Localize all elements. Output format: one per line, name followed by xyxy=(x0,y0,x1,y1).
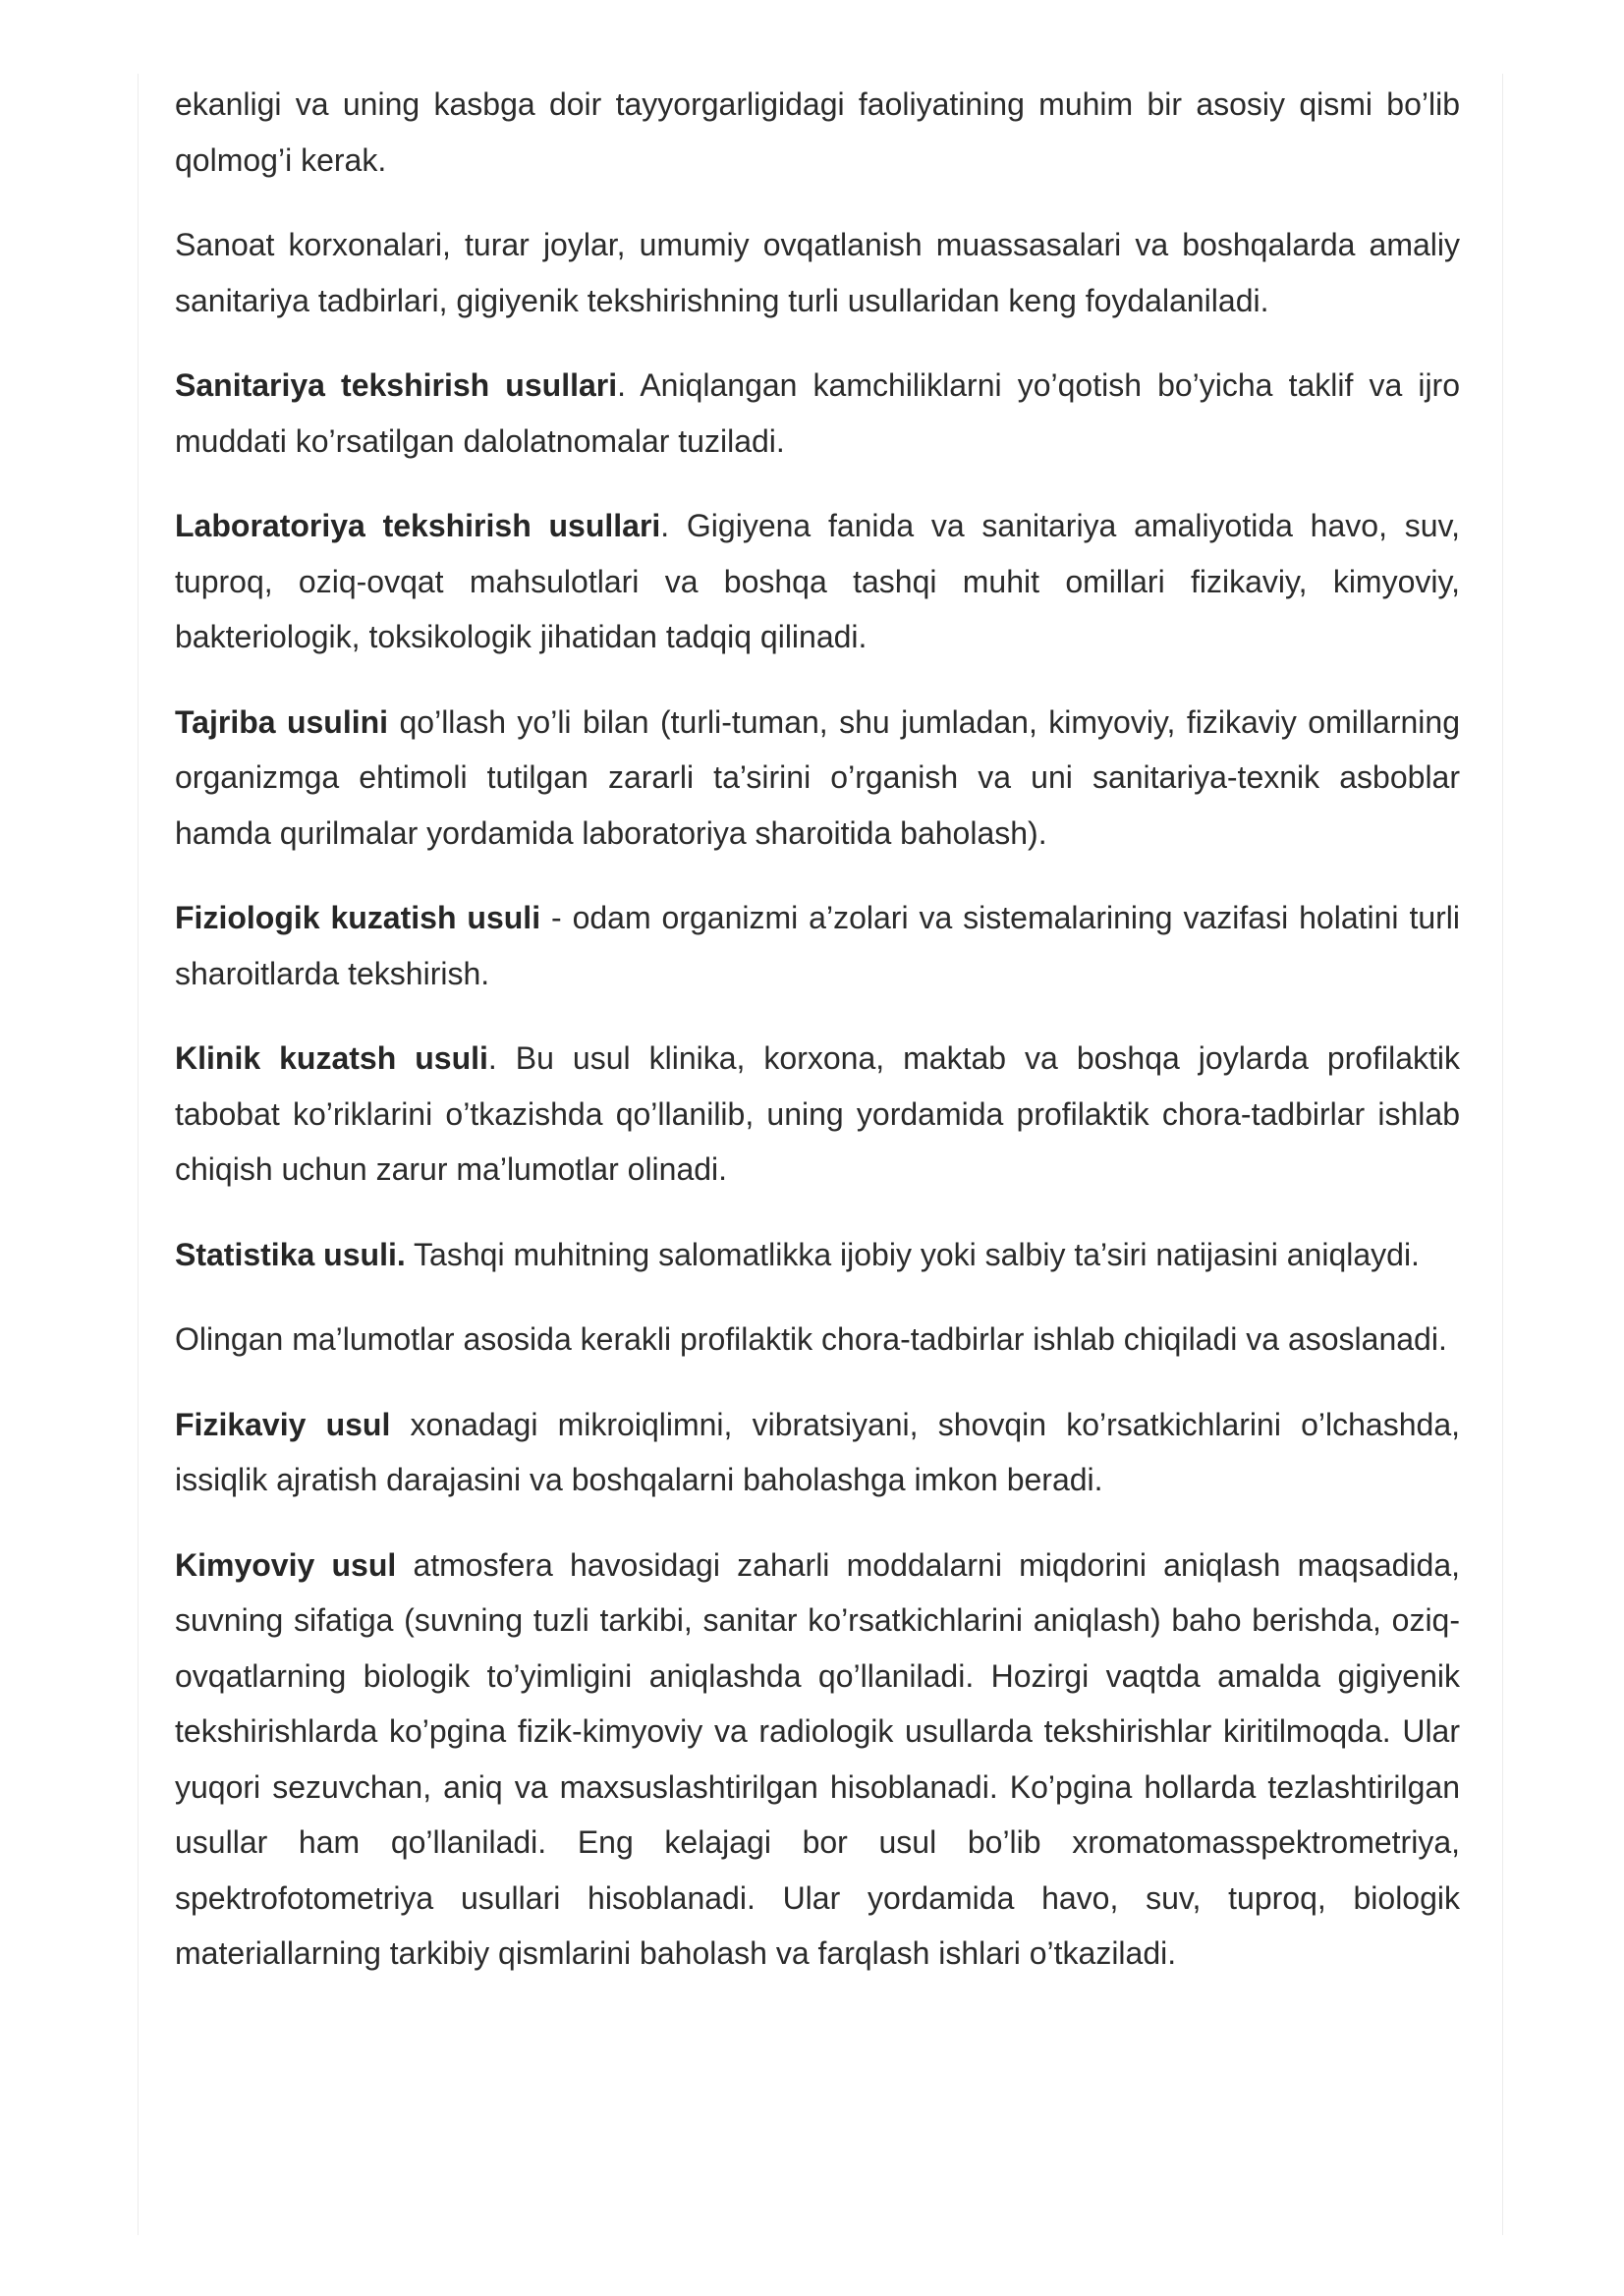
paragraph-clinical-method xyxy=(175,1031,1460,1198)
paragraph-physical-method xyxy=(175,1397,1460,1508)
paragraph-text: - odam organizmi a’zolari va sistemalarining vazifasi holatini turli sharoitlarda tekshirish. xyxy=(175,900,1461,991)
paragraph-text: Olingan ma’lumotlar asosida kerakli profilaktik chora-tadbirlar ishlab chiqiladi va asoslanadi. xyxy=(175,1321,1447,1357)
term-heading: Sanitariya tekshirish usullari xyxy=(175,367,618,403)
paragraph-text: . Bu usul klinika, korxona, maktab va boshqa joylarda profilaktik tabobat ko’riklarini o’tkazishda qo’llanilib, uning yordamida profilaktik chora-tadbirlar ishlab chiqish uchun zarur ma’lumotlar olinadi. xyxy=(175,1040,1461,1187)
paragraph-physiological-method xyxy=(175,890,1460,1001)
term-heading: Tajriba usulini xyxy=(175,703,389,740)
term-heading: Fiziologik kuzatish usuli xyxy=(175,900,541,935)
paragraph-laboratory-methods xyxy=(175,498,1460,665)
paragraph-intro-continued xyxy=(175,77,1460,188)
paragraph-conclusion xyxy=(175,1312,1460,1368)
term-heading: Laboratoriya tekshirish usullari xyxy=(175,508,661,543)
paragraph-experimental-method xyxy=(175,695,1460,862)
paragraph-statistics-method xyxy=(175,1227,1460,1283)
paragraph-text: qo’llash yo’li bilan (turli-tuman, shu jumladan, kimyoviy, fizikaviy omillarning organizmga ehtimoli tutilgan zararli ta’sirini o’rganish va uni sanitariya-texnik asboblar hamda qurilmalar yordamida laboratoriya sharoitida baholash). xyxy=(175,703,1461,851)
paragraph-practical-sanitation xyxy=(175,217,1460,328)
article-body xyxy=(175,77,1460,2011)
paragraph-text: xonadagi mikroiqlimni, vibratsiyani, shovqin ko’rsatkichlarini o’lchashda, issiqlik ajratish darajasini va boshqalarni baholashga imkon beradi. xyxy=(175,1406,1461,1497)
paragraph-text: ekanligi va uning kasbga doir tayyorgarligidagi faoliyatining muhim bir asosiy qismi bo’lib qolmog’i kerak. xyxy=(175,86,1460,178)
paragraph-text: . Aniqlangan kamchiliklarni yo’qotish bo’yicha taklif va ijro muddati ko’rsatilgan dalolatnomalar tuziladi. xyxy=(175,367,1461,459)
paragraph-text: atmosfera havosidagi zaharli moddalarni miqdorini aniqlash maqsadida, suvning sifatiga (suvning tuzli tarkibi, sanitar ko’rsatkichlarini aniqlash) baho berishda, oziq- ovqatlarning biologik to’yimligini aniqlashda qo’llaniladi. Hozirgi vaqtda amalda gigiyenik tekshirishlarda ko’pgina fizik-kimyoviy va radiologik usullarda tekshirishlar kiritilmoqda. Ular yuqori sezuvchan, aniq va maxsuslashtirilgan hisoblanadi. Ko’pgina hollarda tezlashtirilgan usullar ham qo’llaniladi. Eng kelajagi bor usul bo’lib xromatomasspektrometriya, spektrofotometriya usullari hisoblanadi. Ular yordamida havo, suv, tuproq, biologik materiallarning tarkibiy qismlarini baholash va farqlash ishlari o’tkaziladi. xyxy=(175,1546,1461,1971)
term-heading: Klinik kuzatsh usuli xyxy=(175,1040,488,1076)
paragraph-text: Tashqi muhitning salomatlikka ijobiy yoki salbiy ta’siri natijasini aniqlaydi. xyxy=(405,1236,1420,1272)
term-heading: Fizikaviy usul xyxy=(175,1406,391,1442)
paragraph-text: . Gigiyena fanida va sanitariya amaliyotida havo, suv, tuproq, oziq-ovqat mahsulotlari va boshqa tashqi muhit omillari fizikaviy, kimyoviy, bakteriologik, toksikologik jihatidan tadqiq qilinadi. xyxy=(175,508,1460,654)
paragraph-sanitary-methods xyxy=(175,358,1460,469)
term-heading: Kimyoviy usul xyxy=(175,1546,397,1583)
term-heading: Statistika usuli. xyxy=(175,1236,406,1272)
paragraph-chemical-method xyxy=(175,1538,1460,1982)
paragraph-text: Sanoat korxonalari, turar joylar, umumiy ovqatlanish muassasalari va boshqalarda amaliy sanitariya tadbirlari, gigiyenik tekshirishning turli usullaridan keng foydalaniladi. xyxy=(175,227,1460,318)
